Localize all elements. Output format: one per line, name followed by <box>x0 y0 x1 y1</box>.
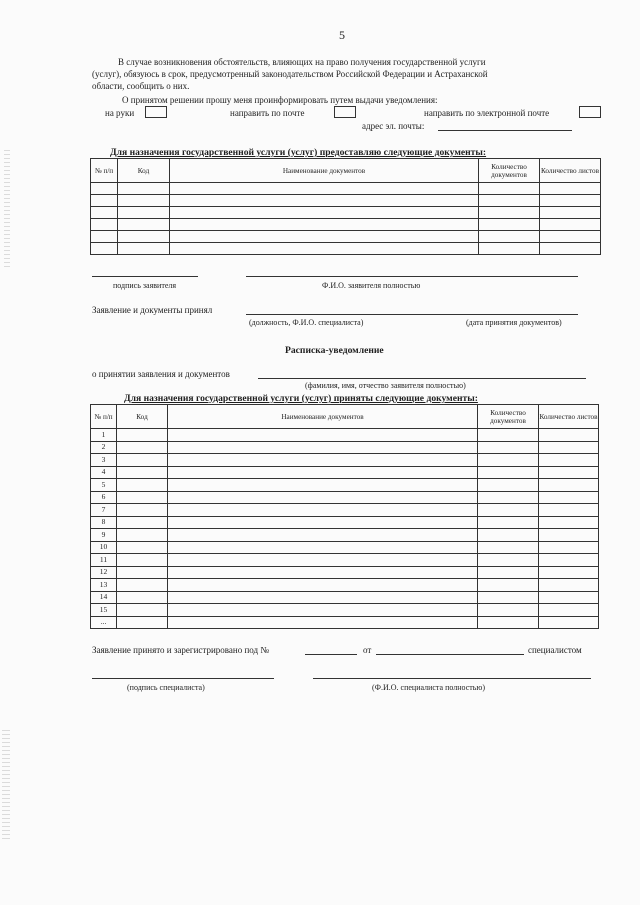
table1-col-name: Наименование документов <box>170 159 479 183</box>
table-cell[interactable] <box>117 554 168 567</box>
table-cell[interactable] <box>117 429 168 442</box>
receipt-fio-caption: (фамилия, имя, отчество заявителя полностью) <box>305 381 466 390</box>
table-row <box>91 504 599 517</box>
table-cell[interactable] <box>539 504 599 517</box>
option-email-label: направить по электронной почте <box>424 108 550 118</box>
table-row <box>91 516 599 529</box>
table-cell[interactable] <box>117 541 168 554</box>
table-cell[interactable] <box>117 529 168 542</box>
applicant-fio-line[interactable] <box>246 276 578 277</box>
row-number: 8 <box>91 516 117 529</box>
table-cell[interactable] <box>168 616 478 629</box>
registration-number-field[interactable] <box>305 654 357 655</box>
receipt-title: Расписка-уведомление <box>285 345 384 356</box>
table2-header-row <box>91 405 599 429</box>
table-row <box>91 183 601 195</box>
table-cell[interactable] <box>168 491 478 504</box>
table-cell[interactable] <box>539 604 599 617</box>
table2 <box>90 404 599 629</box>
table2-heading: Для назначения государственной услуги (услуг) приняты следующие документы: <box>124 393 478 404</box>
accepted-date-caption: (дата принятия документов) <box>466 318 562 327</box>
table-cell[interactable] <box>478 466 539 479</box>
table-row <box>91 566 599 579</box>
table-cell[interactable] <box>168 566 478 579</box>
registration-date-field[interactable] <box>376 654 524 655</box>
accepted-by-line[interactable] <box>246 314 578 315</box>
table-cell[interactable] <box>168 554 478 567</box>
row-number: 13 <box>91 579 117 592</box>
table-cell[interactable] <box>117 454 168 467</box>
table-cell[interactable] <box>539 591 599 604</box>
row-number: 7 <box>91 504 117 517</box>
row-number: 10 <box>91 541 117 554</box>
row-number: 15 <box>91 604 117 617</box>
table-cell[interactable] <box>478 441 539 454</box>
table1-header-row <box>91 159 601 183</box>
table-cell[interactable] <box>117 504 168 517</box>
applicant-fio-caption: Ф.И.О. заявителя полностью <box>322 281 421 290</box>
option-mail-checkbox[interactable] <box>334 106 356 118</box>
registration-text-from: от <box>363 645 372 655</box>
table-row <box>91 219 601 231</box>
table-row <box>91 479 599 492</box>
table-cell[interactable] <box>117 579 168 592</box>
table2-col-count: Количество документов <box>478 405 539 429</box>
table-cell[interactable] <box>168 466 478 479</box>
table2-col-code: Код <box>117 405 168 429</box>
table-row <box>91 454 599 467</box>
table-cell[interactable] <box>168 579 478 592</box>
option-mail-label: направить по почте <box>230 108 305 118</box>
row-number: 4 <box>91 466 117 479</box>
table-cell[interactable] <box>117 466 168 479</box>
row-number: 2 <box>91 441 117 454</box>
table-row <box>91 231 601 243</box>
table-cell[interactable] <box>539 441 599 454</box>
row-number: ... <box>91 616 117 629</box>
table-cell[interactable] <box>168 529 478 542</box>
specialist-fio-caption: (Ф.И.О. специалиста полностью) <box>372 683 486 692</box>
table-cell[interactable] <box>539 466 599 479</box>
table1-col-num: № п/п <box>91 159 118 183</box>
table-cell[interactable] <box>478 479 539 492</box>
intro-line-2: (услуг), обязуюсь в срок, предусмотренный законодательством Российской Федерации и Астраханской <box>92 69 488 79</box>
table1 <box>90 158 601 255</box>
table-cell[interactable] <box>478 591 539 604</box>
accepted-label: Заявление и документы принял <box>92 305 213 315</box>
table-cell[interactable] <box>168 591 478 604</box>
table-row <box>91 466 599 479</box>
page-number: 5 <box>339 28 345 42</box>
table-cell[interactable] <box>539 516 599 529</box>
option-hand-label: на руки <box>105 108 135 118</box>
specialist-fio-line[interactable] <box>313 678 591 679</box>
option-hand-checkbox[interactable] <box>145 106 167 118</box>
table-cell[interactable] <box>539 616 599 629</box>
table-cell[interactable] <box>117 616 168 629</box>
registration-text-start: Заявление принято и зарегистрировано под № <box>92 645 269 655</box>
table-cell[interactable] <box>168 604 478 617</box>
table-cell[interactable] <box>478 516 539 529</box>
intro-line-3: области, сообщить о них. <box>92 81 190 91</box>
row-number: 3 <box>91 454 117 467</box>
specialist-signature-caption: (подпись специалиста) <box>127 683 205 692</box>
table-cell[interactable] <box>168 479 478 492</box>
table-row <box>91 554 599 567</box>
table2-col-num: № п/п <box>91 405 117 429</box>
table-cell[interactable] <box>478 491 539 504</box>
intro-line-1: В случае возникновения обстоятельств, влияющих на право получения государственной услуги <box>118 57 486 67</box>
table-row <box>91 541 599 554</box>
table-cell[interactable] <box>539 454 599 467</box>
row-number: 11 <box>91 554 117 567</box>
table-cell[interactable] <box>168 454 478 467</box>
table-row <box>91 441 599 454</box>
table-cell[interactable] <box>539 529 599 542</box>
row-number: 9 <box>91 529 117 542</box>
table-cell[interactable] <box>539 541 599 554</box>
table-cell[interactable] <box>478 529 539 542</box>
scan-artifact-left-lower <box>2 730 10 840</box>
table-cell[interactable] <box>539 554 599 567</box>
email-label: адрес эл. почты: <box>362 121 425 131</box>
table-cell[interactable] <box>117 516 168 529</box>
table-cell[interactable] <box>539 479 599 492</box>
applicant-signature-line[interactable] <box>92 276 198 277</box>
table-row <box>91 243 601 255</box>
table-cell[interactable] <box>117 604 168 617</box>
table-row <box>91 195 601 207</box>
specialist-signature-line[interactable] <box>92 678 274 679</box>
table1-col-sheets: Количество листов <box>540 159 601 183</box>
table-cell[interactable] <box>539 566 599 579</box>
table1-heading: Для назначения государственной услуги (услуг) предоставляю следующие документы: <box>110 147 487 158</box>
table-cell[interactable] <box>117 566 168 579</box>
table-row <box>91 616 599 629</box>
table-cell[interactable] <box>117 491 168 504</box>
registration-text-end: специалистом <box>528 645 582 655</box>
row-number: 1 <box>91 429 117 442</box>
row-number: 6 <box>91 491 117 504</box>
table2-col-sheets: Количество листов <box>539 405 599 429</box>
notify-line: О принятом решении прошу меня проинформировать путем выдачи уведомления: <box>122 95 438 105</box>
table-row <box>91 429 599 442</box>
table-cell[interactable] <box>168 541 478 554</box>
table-cell[interactable] <box>168 504 478 517</box>
table-cell[interactable] <box>168 429 478 442</box>
table-row <box>91 579 599 592</box>
table-cell[interactable] <box>168 516 478 529</box>
applicant-signature-caption: подпись заявителя <box>113 281 177 290</box>
table-row <box>91 604 599 617</box>
table-cell[interactable] <box>478 429 539 442</box>
table-cell[interactable] <box>539 579 599 592</box>
table1-col-code: Код <box>118 159 170 183</box>
table-cell[interactable] <box>168 441 478 454</box>
accepted-position-caption: (должность, Ф.И.О. специалиста) <box>249 318 364 327</box>
table-row <box>91 491 599 504</box>
table1-col-count: Количество документов <box>479 159 540 183</box>
table-cell[interactable] <box>478 554 539 567</box>
table-cell[interactable] <box>117 479 168 492</box>
table-cell[interactable] <box>478 566 539 579</box>
table-row <box>91 591 599 604</box>
table-row <box>91 529 599 542</box>
row-number: 14 <box>91 591 117 604</box>
table-cell[interactable] <box>539 491 599 504</box>
table-cell[interactable] <box>478 579 539 592</box>
receipt-fio-line[interactable] <box>258 378 586 379</box>
table-cell[interactable] <box>478 454 539 467</box>
row-number: 12 <box>91 566 117 579</box>
table-row <box>91 207 601 219</box>
table-cell[interactable] <box>478 541 539 554</box>
table-cell[interactable] <box>117 591 168 604</box>
table-cell[interactable] <box>478 616 539 629</box>
table-cell[interactable] <box>539 429 599 442</box>
table-cell[interactable] <box>478 604 539 617</box>
row-number: 5 <box>91 479 117 492</box>
table-cell[interactable] <box>117 441 168 454</box>
email-field[interactable] <box>438 130 572 131</box>
table2-col-name: Наименование документов <box>168 405 478 429</box>
scan-artifact-left <box>4 150 10 270</box>
receipt-line-label: о принятии заявления и документов <box>92 369 230 379</box>
option-email-checkbox[interactable] <box>579 106 601 118</box>
table-cell[interactable] <box>478 504 539 517</box>
